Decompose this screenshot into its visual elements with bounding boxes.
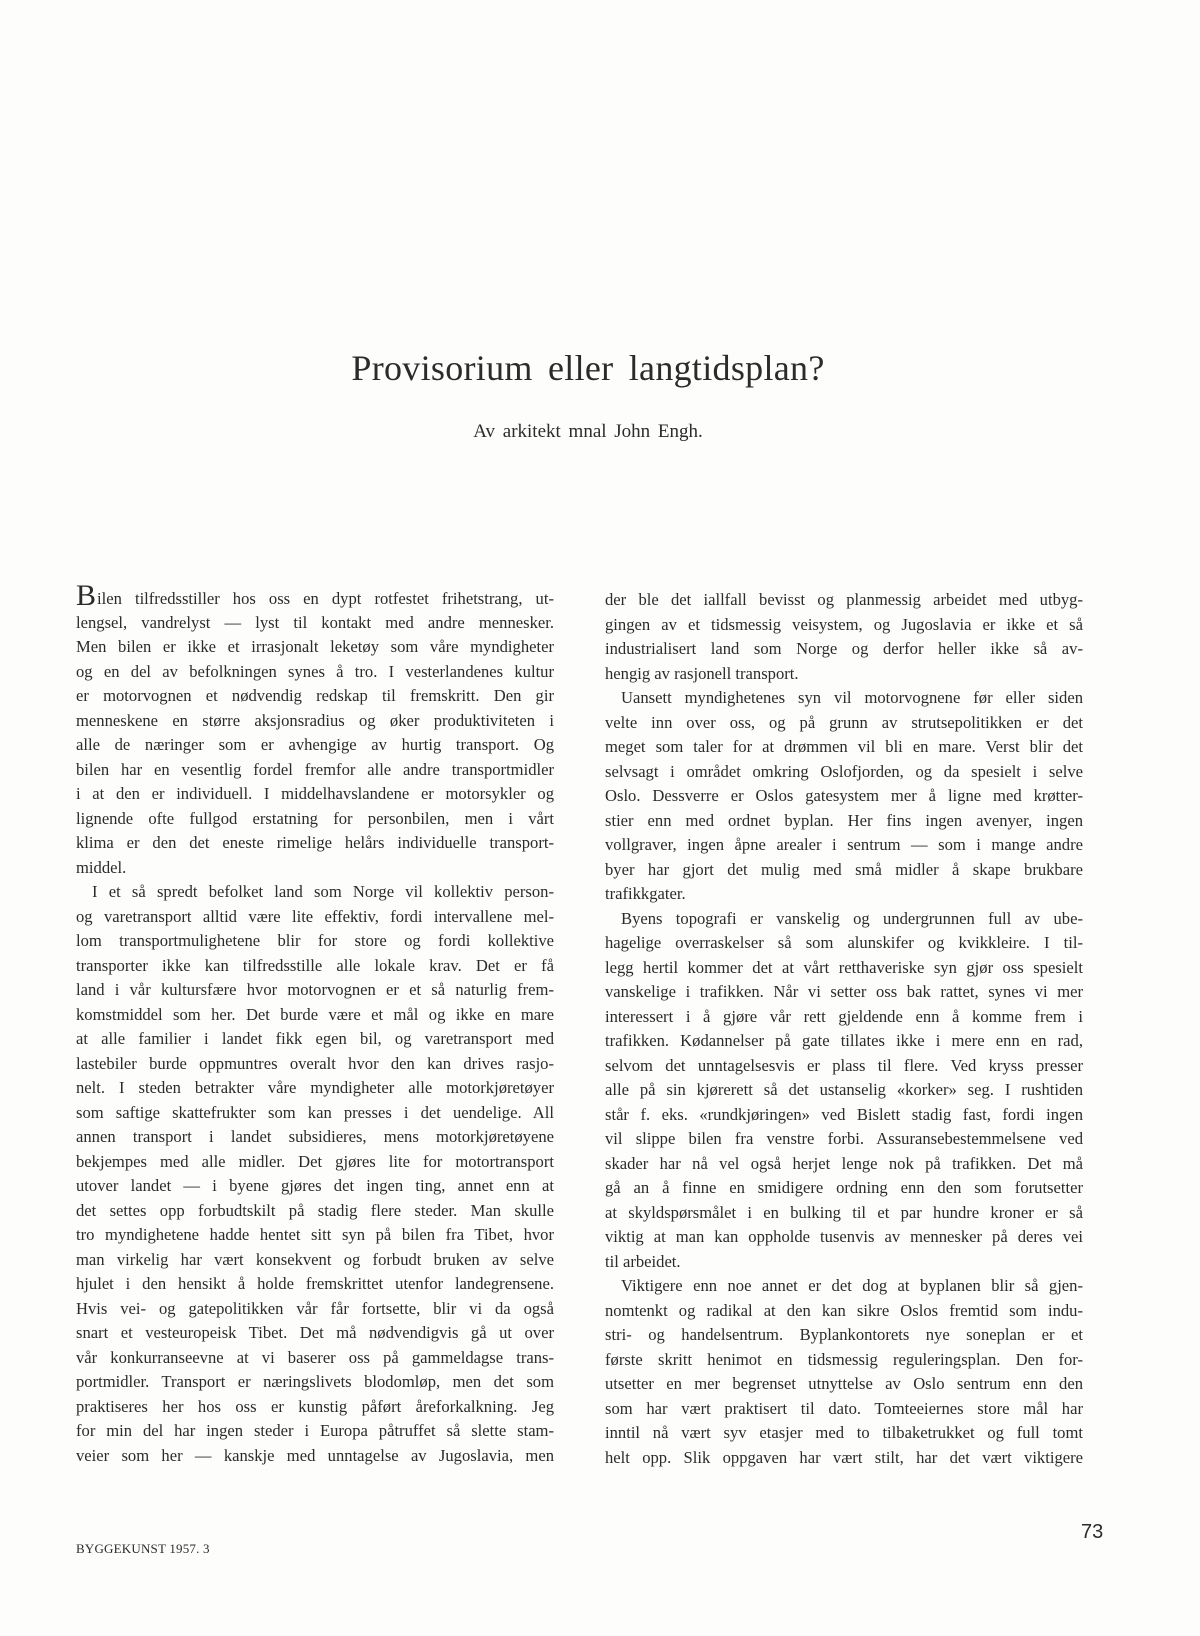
text-line [605, 588, 1083, 613]
text-line-content: alle de næringer som er avhengige av hurtig transport. Og [76, 735, 554, 754]
text-line-content: hagelige overraskelser så som alunskifer og kvikkleire. I til- [605, 933, 1083, 952]
text-line [76, 954, 554, 979]
text-line-content: meget som taler for at drømmen vil bli en mare. Verst blir det [605, 737, 1083, 756]
text-line [76, 1370, 554, 1395]
text-line-content: at skyldspørsmålet i en bulking til et par hundre kroner er så [605, 1202, 1083, 1222]
text-line [605, 1421, 1083, 1446]
text-line [605, 931, 1083, 956]
text-line [76, 1395, 554, 1420]
text-line-content: stri- og handelsentrum. Byplankontorets nye soneplan er et [605, 1325, 1083, 1344]
text-line-content: man virkelig har vært konsekvent og forbudt bruken av selve [76, 1249, 554, 1269]
text-line-content: inntil nå vært syv etasjer med to tilbaketrukket og full tomt [605, 1423, 1083, 1442]
text-line-content: lastebiler burde oppmuntres overalt hvor den kan drives rasjo- [76, 1053, 554, 1073]
text-line [605, 1127, 1083, 1152]
text-line-content: Oslo. Dessverre er Oslos gatesystem mer å ligne med krøtter- [605, 786, 1083, 805]
text-line [605, 735, 1083, 760]
right-text-column [605, 588, 1083, 1470]
text-line-content: i at den er individuell. I middelhavslandene er motorsykler og [76, 784, 554, 803]
publication-footer: BYGGEKUNST 1957. 3 [76, 1541, 210, 1556]
drop-cap: B [76, 579, 97, 612]
text-line [605, 686, 1083, 711]
text-line [605, 1348, 1083, 1373]
text-line [76, 807, 554, 832]
text-line [605, 1299, 1083, 1324]
text-line-content: Byens topografi er vanskelig og undergrunnen full av ube- [621, 908, 1083, 928]
text-line [76, 1346, 554, 1371]
text-line-content: vollgraver, ingen åpne arealer i sentrum — som i mange andre [605, 835, 1083, 854]
text-line [605, 858, 1083, 883]
text-line [76, 1223, 554, 1248]
text-line-content: annen transport i landet subsidieres, mens motorkjøretøyene [76, 1127, 554, 1146]
text-line-content: veier som her — kanskje med unntagelse av Jugoslavia, men [76, 1445, 554, 1465]
text-line-content: viktig at man kan oppholde tusenvis av mennesker på deres vei [605, 1227, 1083, 1246]
text-line [605, 1225, 1083, 1250]
text-line [605, 882, 1083, 907]
text-line [605, 1323, 1083, 1348]
text-line-content: vil slippe bilen fra venstre forbi. Assuransebestemmelsene ved [605, 1129, 1083, 1148]
text-line [76, 1052, 554, 1077]
text-line [76, 709, 554, 734]
text-line [605, 637, 1083, 662]
text-line-content: Hvis vei- og gatepolitikken vår får fortsette, blir vi da også [76, 1298, 554, 1318]
text-line-content: nelt. I steden betrakter våre myndigheter alle motorkjøretøyer [76, 1078, 554, 1097]
text-line-content: klima er den det eneste rimelige helårs individuelle transport- [76, 833, 554, 852]
text-line [605, 1446, 1083, 1471]
text-line [605, 980, 1083, 1005]
text-line-content: det settes opp forbudtskilt på stadig flere steder. Man skulle [76, 1200, 554, 1220]
text-line [76, 880, 554, 905]
text-line [76, 782, 554, 807]
text-line [76, 1125, 554, 1150]
text-line-content: alle på sin kjørerett så det ustanselig «korker» seg. I rushtiden [605, 1080, 1083, 1099]
text-line-content: som har vært praktisert til dato. Tomteeiernes store mål har [605, 1398, 1083, 1418]
text-line [76, 1101, 554, 1126]
text-line [76, 1419, 554, 1444]
text-line-content: hjulet i den hensikt å holde fremskrittet utenfor landegrensene. [76, 1274, 554, 1293]
text-line-content: Uansett myndighetenes syn vil motorvognene før eller siden [621, 688, 1083, 707]
text-line-content: komstmiddel som her. Det burde være et mål og ikke en mare [76, 1004, 554, 1024]
text-line-content: lom transportmulighetene blir for store og fordi kollektive [76, 931, 554, 950]
text-line-content: snart et vesteuropeisk Tibet. Det må nødvendigvis gå ut over [76, 1323, 554, 1342]
text-line-content: helt opp. Slik oppgaven har vært stilt, har det vært viktigere [605, 1447, 1083, 1467]
text-line-content: ilen tilfredsstiller hos oss en dypt rotfestet frihetstrang, ut- [97, 589, 554, 608]
text-line-content: Viktigere enn noe annet er det dog at byplanen blir så gjen- [621, 1276, 1083, 1295]
text-line-content: portmidler. Transport er næringslivets blodomløp, men det som [76, 1372, 554, 1391]
text-line-content: legg hertil kommer det at vårt retthaveriske syn gjør oss spesielt [605, 957, 1083, 977]
text-line [76, 1150, 554, 1175]
text-line [76, 929, 554, 954]
text-line [605, 784, 1083, 809]
text-line-content: Men bilen er ikke et irrasjonalt leketøy som våre myndigheter [76, 637, 554, 656]
text-line-content: lengsel, vandrelyst — lyst til kontakt med andre mennesker. [76, 612, 554, 632]
text-line [605, 1201, 1083, 1226]
text-line-content: vår konkurranseevne at vi baserer oss på gammeldagse trans- [76, 1347, 554, 1367]
text-line-content: til arbeidet. [605, 1251, 681, 1271]
text-line [605, 1078, 1083, 1103]
text-line-content: er motorvognen et nødvendig redskap til fremskritt. Den gir [76, 686, 554, 705]
text-line [76, 579, 554, 612]
text-line-content: og varetransport alltid være lite effektiv, fordi intervallene mel- [76, 906, 554, 926]
text-line-content: skader har nå vel også herjet lenge nok på trafikken. Det må [605, 1153, 1083, 1173]
text-line-content: trafikken. Kødannelser på gate tillates ikke i mere enn en rad, [605, 1031, 1083, 1050]
text-line-content: bilen har en vesentlig fordel fremfor alle andre transportmidler [76, 759, 554, 779]
text-line-content: velte inn over oss, og på grunn av strutsepolitikken er det [605, 712, 1083, 732]
text-line-content: interessert i å gjøre vår rett gjeldende enn å komme frem i [605, 1006, 1083, 1026]
text-line [605, 1250, 1083, 1275]
text-line [76, 733, 554, 758]
text-line-content: land i vår kultursfære hvor motorvognen er et så naturlig frem- [76, 980, 554, 999]
text-line [76, 905, 554, 930]
text-line [605, 1054, 1083, 1079]
text-line-content: som saftige skattefrukter som kan presses i det uendelige. All [76, 1102, 554, 1122]
text-line-content: vanskelige i trafikken. Når vi setter oss bak rattet, synes vi mer [605, 982, 1083, 1001]
article-byline: Av arkitekt mnal John Engh. [473, 421, 703, 442]
text-line [76, 684, 554, 709]
text-line-content: menneskene en større aksjonsradius og øker produktiviteten i [76, 710, 554, 730]
text-line [76, 1444, 554, 1469]
text-line [605, 1397, 1083, 1422]
text-line-content: I et så spredt befolket land som Norge vil kollektiv person- [92, 882, 554, 901]
text-line [605, 760, 1083, 785]
text-line [76, 978, 554, 1003]
text-line-content: praktiseres her hos oss er kunstig påført åreforkalkning. Jeg [76, 1396, 554, 1416]
text-line-content: og en del av befolkningen synes å tro. I vesterlandenes kultur [76, 661, 554, 681]
text-line [605, 1176, 1083, 1201]
page-number: 73 [1081, 1521, 1104, 1543]
text-line [605, 1372, 1083, 1397]
text-line [605, 907, 1083, 932]
text-line [605, 1103, 1083, 1128]
text-line [605, 1029, 1083, 1054]
text-line-content: bekjempes med alle midler. Det gjøres lite for motortransport [76, 1151, 554, 1171]
text-line-content: lignende ofte fullgod erstatning for personbilen, men i vårt [76, 808, 554, 828]
text-line-content: at alle familier i landet fikk egen bil, og varetransport med [76, 1029, 554, 1048]
text-line-content: gingen av et tidsmessig veisystem, og Jugoslavia er ikke et så [605, 614, 1083, 634]
text-line [76, 1248, 554, 1273]
text-line [76, 1272, 554, 1297]
text-line-content: utover landet — i byene gjøres det ingen ting, annet enn at [76, 1176, 554, 1195]
text-line [605, 1005, 1083, 1030]
text-line-content: selvsagt i området omkring Oslofjorden, og da spesielt i selve [605, 761, 1083, 781]
text-line-content: hengig av rasjonell transport. [605, 663, 799, 683]
text-line [76, 1174, 554, 1199]
text-line [605, 956, 1083, 981]
text-line [76, 635, 554, 660]
text-line [605, 711, 1083, 736]
text-line [76, 1321, 554, 1346]
text-line-content: trafikkgater. [605, 884, 686, 903]
article-title: Provisorium eller langtidsplan? [351, 348, 825, 388]
text-line [76, 611, 554, 636]
text-line [76, 831, 554, 856]
text-line [76, 856, 554, 881]
text-line [76, 1199, 554, 1224]
text-line [76, 1076, 554, 1101]
text-line-content: der ble det iallfall bevisst og planmessig arbeidet med utbyg- [605, 590, 1083, 609]
text-line-content: står f. eks. «rundkjøringen» ved Bislett stadig fast, fordi ingen [605, 1104, 1083, 1124]
text-line [76, 660, 554, 685]
text-line-content: tro myndighetene hadde hentet sitt syn på bilen fra Tibet, hvor [76, 1225, 554, 1244]
text-line-content: nomtenkt og radikal at den kan sikre Oslos fremtid som indu- [605, 1300, 1083, 1320]
text-line [76, 758, 554, 783]
text-line-content: middel. [76, 857, 127, 877]
text-line [605, 613, 1083, 638]
text-line-content: selvom det unntagelsesvis er plass til flere. Ved kryss presser [605, 1055, 1083, 1075]
left-text-column [76, 579, 554, 1468]
text-line [605, 809, 1083, 834]
text-line [605, 1152, 1083, 1177]
text-line [76, 1003, 554, 1028]
text-line-content: første skritt henimot en tidsmessig reguleringsplan. Den for- [605, 1349, 1083, 1369]
text-line-content: byer har gjort det mulig med små midler å skape brukbare [605, 859, 1083, 879]
text-line-content: utsetter en mer begrenset utnyttelse av Oslo sentrum enn den [605, 1374, 1083, 1393]
text-line-content: industrialisert land som Norge og derfor heller ikke så av- [605, 639, 1083, 658]
text-line-content: stier enn med ordnet byplan. Her fins ingen avenyer, ingen [605, 810, 1083, 830]
text-line [605, 662, 1083, 687]
text-line-content: gå an å finne en smidigere ordning enn den som forutsetter [605, 1178, 1083, 1197]
text-line-content: transporter ikke kan tilfredsstille alle lokale krav. Det er få [76, 955, 554, 975]
text-line [605, 1274, 1083, 1299]
text-line-content: for min del har ingen steder i Europa påtruffet så slette stam- [76, 1421, 554, 1440]
text-line [76, 1297, 554, 1322]
text-line [76, 1027, 554, 1052]
text-line [605, 833, 1083, 858]
